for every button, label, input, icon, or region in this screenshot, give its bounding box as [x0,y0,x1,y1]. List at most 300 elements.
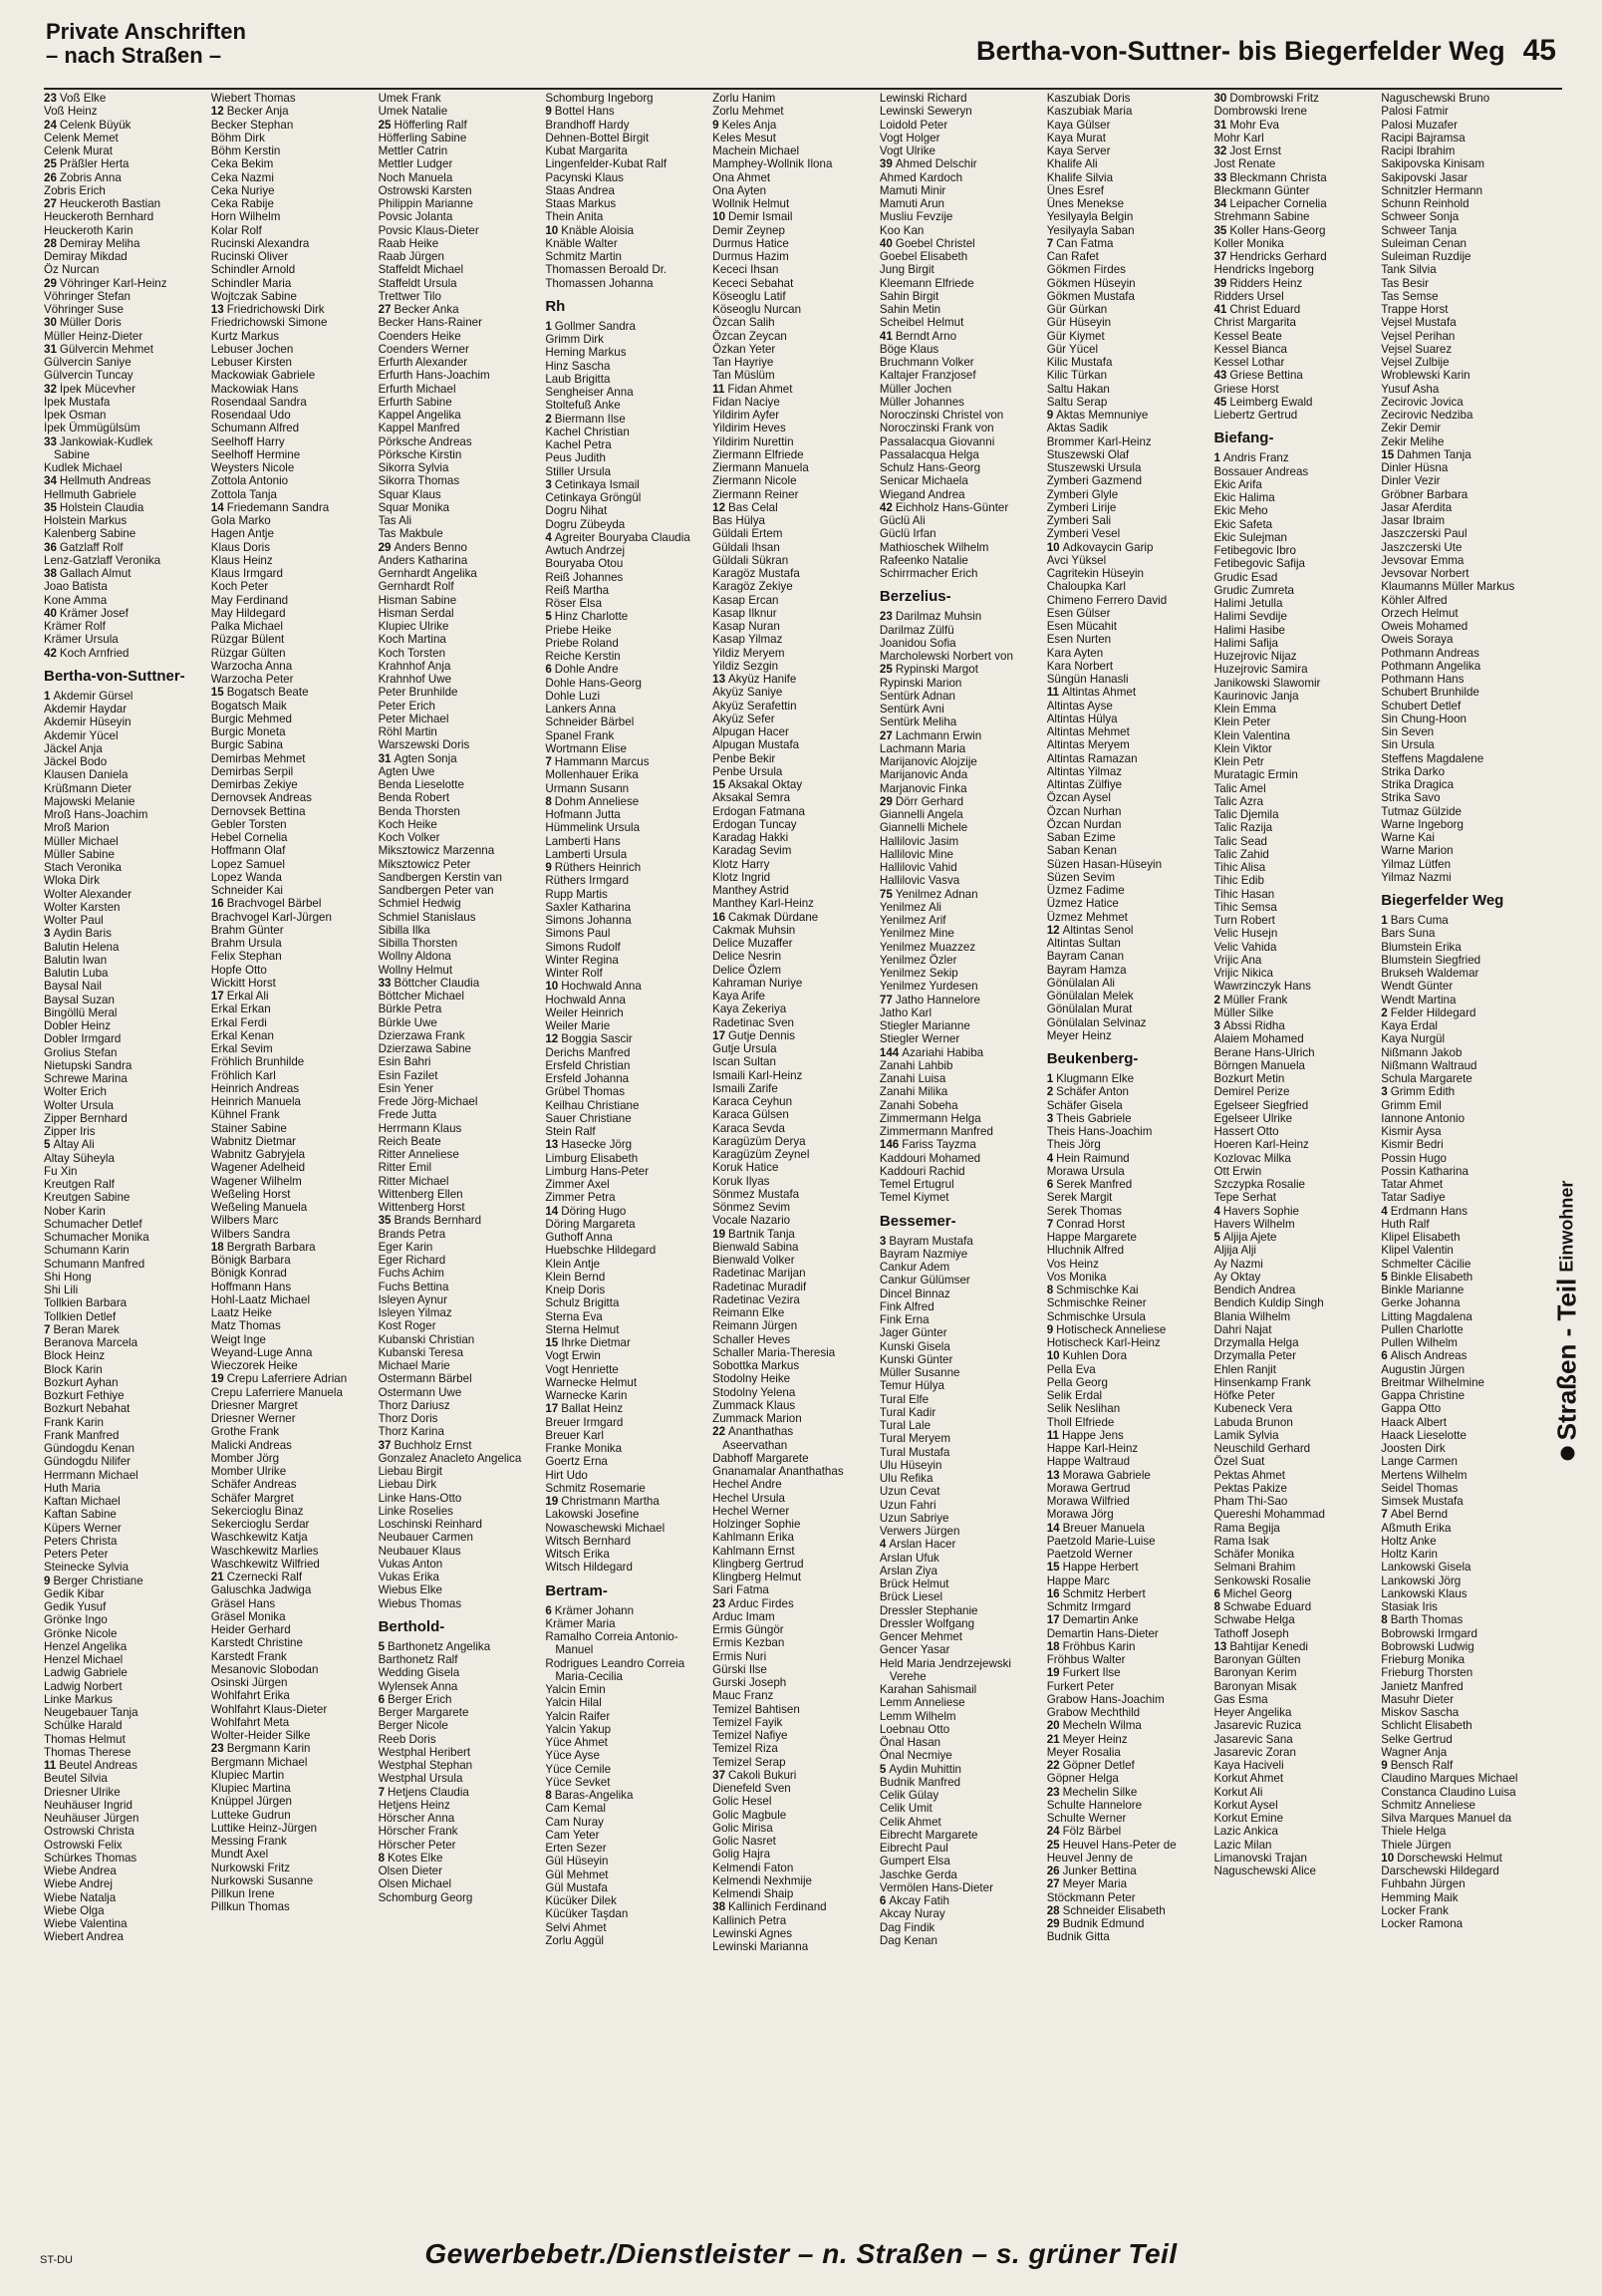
directory-entry: Rypinski Marion [879,676,962,690]
resident-name: Schäfer Anton [1056,1085,1129,1099]
directory-entry [545,795,702,808]
directory-entry [1047,1786,1204,1799]
resident-name: Döring Hugo [561,1204,627,1218]
directory-entry: Bleckmann Günter [1213,183,1310,197]
directory-entry: Schulte Werner [1046,1812,1127,1825]
directory-entry: Quereshi Mohammad [1213,1508,1325,1522]
directory-entry: Urmann Susann [545,781,630,795]
directory-entry: Fink Alfred [879,1299,934,1313]
directory-entry: Kaya Erdal [1381,1019,1438,1032]
directory-entry: Celenk Murat [44,144,113,157]
directory-entry [545,1032,702,1045]
directory-entry: Zobris Erich [44,183,106,197]
resident-name: Höfferling Ralf [394,118,467,132]
directory-entry: Blumstein Siegfried [1381,953,1481,967]
directory-entry: Baysal Suzan [44,993,115,1006]
directory-entry: Gedik Yusuf [44,1600,107,1613]
resident-name: Fidan Ahmet [727,382,793,396]
directory-entry: Selik Erdal [1046,1389,1103,1402]
directory-entry: Krüßmann Dieter [44,781,133,795]
directory-entry [712,911,870,924]
directory-entry: Wagener Wilhelm [210,1174,302,1188]
directory-entry: Yildiz Meryem [712,646,785,660]
directory-entry: Gerke Johanna [1381,1296,1461,1310]
directory-entry [880,1235,1037,1248]
house-number: 13 [1046,1468,1060,1482]
directory-entry: Sahin Metin [879,303,941,316]
resident-name: Hein Raimund [1056,1151,1130,1165]
house-number: 14 [545,1204,559,1218]
directory-entry: Grönke Nicole [44,1626,118,1640]
directory-entry: Neuschild Gerhard [1213,1442,1311,1455]
directory-entry: Schulz Brigitta [545,1296,620,1310]
directory-entry: Sengheiser Anna [545,386,634,399]
directory-entry: Gür Gürkan [1046,303,1108,316]
directory-entry: Happe Marc [1046,1574,1110,1587]
directory-entry: Koch Volker [378,831,440,844]
directory-entry: Gappa Christine [1381,1389,1466,1402]
directory-entry: Bas Hülya [712,514,765,527]
directory-entry-continuation: Aseervathan [722,1438,788,1452]
resident-name: Michel Georg [1222,1586,1292,1600]
directory-entry: Kahraman Nuriye [712,976,803,990]
directory-entry: Gola Marko [210,514,271,527]
resident-name: Mohr Eva [1229,118,1279,132]
directory-entry: Hotischeck Karl-Heinz [1046,1336,1161,1349]
directory-entry: Dahri Najat [1213,1322,1272,1336]
street-heading: Berthold- [378,1617,445,1635]
house-number: 20 [1046,1719,1060,1733]
directory-entry [1047,1349,1204,1362]
directory-entry: Kaftan Sabine [44,1508,117,1522]
directory-entry: Wolter Ursula [44,1098,115,1112]
directory-entry: Staas Markus [545,197,617,210]
directory-entry: Zipper Iris [44,1125,96,1138]
directory-entry: Bayram Nazmiye [879,1247,968,1261]
directory-entry: Wagener Adelheid [210,1161,306,1175]
directory-entry: Philippin Marianne [378,197,473,210]
directory-entry: Göpner Helga [1046,1772,1119,1786]
directory-entry: Rüzgar Bülent [210,633,285,647]
resident-name: Zobris Anna [59,170,122,184]
resident-name: Ballat Heinz [561,1402,624,1416]
directory-entry: Tepe Serhat [1213,1191,1276,1205]
directory-entry [1381,1508,1538,1521]
directory-entry: Stasiak Iris [1381,1600,1438,1613]
resident-name: Müller Frank [1222,993,1288,1006]
directory-entry [1047,1112,1204,1125]
directory-entry: Ziermann Nicole [712,474,797,488]
directory-entry: Ziermann Elfriede [712,447,804,461]
directory-entry: Aksakal Semra [712,791,791,805]
resident-name: Andris Franz [1222,451,1289,465]
directory-entry: Ceka Nazmi [210,170,274,184]
directory-entry [880,1046,1037,1059]
directory-entry: Mauc Franz [712,1689,774,1703]
directory-entry [44,171,201,184]
directory-columns [44,92,1538,2220]
directory-entry: Theis Hans-Joachim [1046,1125,1153,1138]
directory-entry: Friedrichowski Simone [210,316,328,330]
resident-name: Krämer Johann [554,1603,635,1617]
directory-entry: Wiebus Elke [378,1583,442,1597]
resident-name: Fröhbus Karin [1062,1639,1136,1653]
directory-entry: Theis Jörg [1046,1138,1101,1152]
directory-entry: Klaumanns Müller Markus [1381,580,1515,594]
directory-entry: Naguschewski Bruno [1381,92,1490,105]
directory-entry: Pullen Wilhelm [1381,1336,1458,1349]
directory-entry: Steffens Magdalene [1381,751,1484,765]
directory-entry: Reich Beate [378,1134,441,1148]
directory-entry: Ladwig Norbert [44,1679,123,1693]
directory-entry: Vukas Erika [378,1571,439,1583]
directory-entry: Karaca Sevda [712,1121,785,1135]
directory-entry: Kasap Ilknur [712,606,777,620]
directory-entry [712,1597,870,1610]
directory-entry [712,778,870,791]
resident-name: Cetinkaya Ismail [554,477,640,491]
directory-entry: Üzmez Hatice [1046,897,1119,911]
directory-entry: Erfurth Hans-Joachim [378,369,490,383]
directory-entry [1213,994,1371,1006]
directory-entry: Ismaili Karl-Heinz [712,1068,803,1082]
resident-name: Hotischeck Anneliese [1056,1322,1167,1336]
directory-entry: Krämer Ursula [44,633,119,647]
directory-entry: Giannelli Michele [879,821,968,835]
directory-entry [545,105,702,118]
directory-entry: Dzierzawa Sabine [378,1042,472,1055]
directory-entry [379,1640,536,1653]
directory-entry: Zimmer Axel [545,1178,610,1191]
house-number: 31 [44,342,57,356]
directory-entry: Staas Andrea [545,183,615,197]
resident-name: Hellmuth Andreas [59,474,151,488]
directory-entry: Saban Ezime [1046,831,1116,844]
house-number: 11 [1046,686,1059,700]
house-number: 29 [879,794,893,808]
directory-entry: Gökmen Mustafa [1046,289,1135,303]
directory-entry: Halimi Safija [1213,636,1278,650]
directory-entry: Röser Elsa [545,597,603,610]
directory-entry: Gebler Torsten [210,817,287,831]
directory-entry: Thomassen Beroald Dr. [545,263,668,277]
directory-entry: Limburg Hans-Peter [545,1164,650,1178]
directory-entry: Iscan Sultan [712,1055,776,1069]
directory-entry: Shi Hong [44,1270,92,1284]
directory-entry: Grübel Thomas [545,1085,626,1099]
house-number: 9 [545,861,552,874]
directory-entry: Wohlfahrt Meta [210,1715,290,1729]
directory-entry: Wohlfahrt Erika [210,1689,290,1703]
directory-entry [211,1241,369,1254]
directory-entry [44,1323,201,1336]
directory-entry: Thiele Helga [1381,1825,1447,1839]
resident-name: Hinz Charlotte [554,610,629,624]
directory-entry: Zottola Antonio [210,474,289,488]
resident-name: Beutel Andreas [59,1759,137,1772]
house-number: 27 [378,303,392,316]
directory-entry: Cam Nuray [545,1815,604,1829]
directory-entry [545,1604,702,1617]
directory-entry: Kunski Günter [879,1352,953,1366]
directory-entry: Ay Oktay [1213,1270,1261,1284]
directory-entry: Janietz Manfred [1381,1679,1464,1693]
directory-entry: Schmiel Hedwig [378,897,461,911]
directory-entry: Saban Kenan [1046,844,1117,858]
directory-entry [880,1138,1037,1151]
directory-entry: Ekic Arifa [1213,477,1262,491]
directory-entry: Bendich Andrea [1213,1284,1296,1296]
directory-entry: Darilmaz Zülfü [879,623,954,637]
directory-entry: Küpers Werner [44,1521,122,1535]
directory-entry: Cankur Gülümser [879,1274,970,1288]
directory-entry: Esin Fazilet [378,1068,438,1082]
directory-entry: Erfurth Michael [378,382,456,396]
directory-entry: Temizel Fayik [712,1715,783,1729]
directory-entry: Höfke Peter [1213,1389,1275,1402]
house-number: 35 [44,500,57,514]
directory-entry [44,119,201,132]
directory-entry: Yildirim Nurettin [712,434,794,448]
directory-entry: Klaus Heinz [210,553,273,567]
directory-entry: Povsic Klaus-Dieter [378,223,479,237]
directory-entry: Wojtczak Sabine [210,289,297,303]
directory-entry [1213,250,1371,263]
directory-entry: Holtz Karin [1381,1548,1438,1561]
house-number: 35 [378,1214,392,1228]
directory-entry: Koruk Ilyas [712,1174,770,1188]
directory-entry: Wiebert Andrea [44,1930,124,1944]
house-number: 7 [44,1322,51,1336]
directory-entry: Dernovsek Bettina [210,804,306,818]
house-number: 8 [378,1851,386,1865]
directory-entry: Sentürk Adnan [879,689,955,703]
directory-entry: Wabnitz Dietmar [210,1134,297,1148]
directory-entry: Driesner Ulrike [44,1785,121,1799]
directory-entry: Tatar Sadiye [1381,1191,1446,1205]
directory-entry: Radetinac Sven [712,1015,794,1029]
house-number: 2 [1381,1005,1388,1019]
directory-entry [44,647,201,660]
resident-name: Gülvercin Mehmet [59,342,153,356]
directory-entry: Klotz Harry [712,857,770,871]
directory-entry: Witsch Hildegard [545,1561,633,1575]
directory-entry: Bogatsch Maik [210,699,287,713]
directory-entry: Cankur Adem [879,1261,950,1274]
directory-column [1047,92,1204,2220]
directory-entry: Benda Robert [378,791,450,805]
directory-entry: Hallilovic Vahid [879,861,957,874]
directory-entry: Sterna Helmut [545,1322,620,1336]
directory-entry [44,567,201,580]
house-number: 12 [712,500,726,514]
directory-entry: Stodolny Heike [712,1372,791,1386]
house-number: 39 [879,157,893,171]
directory-entry: Altintas Sultan [1046,937,1121,950]
directory-entry: Karstedt Frank [210,1649,287,1663]
directory-entry [44,92,201,105]
directory-entry: Altintas Ayse [1046,699,1113,713]
directory-entry: Akcay Nuray [879,1907,945,1921]
house-number: 23 [712,1596,726,1610]
directory-entry: Hluchnik Alfred [1046,1244,1125,1258]
directory-entry: Wiegand Andrea [879,487,965,501]
directory-entry: Miksztowicz Marzenna [378,844,495,858]
directory-entry: Weiler Heinrich [545,1005,624,1019]
directory-entry: Vrijic Nikica [1213,967,1273,980]
house-number: 6 [1046,1178,1054,1191]
house-number: 34 [44,474,57,488]
directory-entry: Ladwig Gabriele [44,1666,128,1680]
house-number: 17 [545,1402,559,1416]
directory-entry: Jasarevic Zoran [1213,1745,1296,1759]
directory-entry: Kost Roger [378,1319,436,1333]
directory-entry: Naguschewski Alice [1213,1865,1316,1877]
directory-column [211,92,369,2220]
directory-entry [211,105,369,118]
directory-entry: İpek Osman [44,409,107,422]
street-heading: Bessemer- [879,1212,956,1230]
directory-entry: Baysal Nail [44,980,102,994]
directory-entry: Mettler Catrin [378,144,448,157]
directory-entry [44,474,201,487]
directory-entry: Nowaschewski Michael [545,1521,666,1535]
directory-entry: Altintas Hülya [1046,712,1118,725]
house-number: 9 [712,118,719,132]
house-number: 3 [545,477,552,491]
directory-entry: Masuhr Dieter [1381,1692,1455,1706]
directory-entry [1047,1613,1204,1626]
directory-entry: Fröhbus Walter [1046,1653,1126,1666]
directory-entry: Akyüz Sefer [712,712,775,725]
directory-entry: Klein Bernd [545,1270,606,1284]
directory-entry: Kudlek Michael [44,461,123,474]
directory-entry [1381,1271,1538,1284]
directory-entry: Klaus Irmgard [210,567,283,580]
directory-entry: Galuschka Jadwiga [210,1583,312,1597]
resident-name: Jost Ernst [1229,144,1281,157]
directory-entry: Kone Amma [44,593,108,607]
directory-entry: Tihic Edib [1213,874,1264,888]
directory-entry: Raab Jürgen [378,250,444,263]
directory-entry: Stiegler Werner [879,1032,960,1046]
directory-entry: Fröhlich Brunhilde [210,1055,305,1069]
resident-name: Baras-Angelika [554,1789,634,1802]
directory-entry: Michael Marie [378,1359,450,1372]
directory-entry: Altay Süheyla [44,1151,115,1165]
resident-name: Ananthathas [728,1425,794,1439]
directory-entry: Hellmuth Gabriele [44,487,136,501]
house-number: 23 [210,1742,224,1756]
directory-entry: Zummack Marion [712,1412,802,1425]
directory-entry: Wabnitz Gabryjela [210,1148,306,1161]
directory-entry [880,1538,1037,1551]
directory-entry: Dohle Luzi [545,689,601,703]
directory-entry: Koo Kan [879,223,925,237]
directory-entry: Tatar Ahmet [1381,1178,1444,1191]
directory-entry: Kühnel Frank [210,1108,280,1122]
directory-entry: Majowski Melanie [44,794,135,808]
directory-entry: Altintas Mehmet [1046,725,1130,738]
directory-entry: Delice Nesrin [712,950,782,964]
house-number: 40 [44,606,57,620]
resident-name: Arslan Hacer [889,1538,956,1552]
directory-entry: Isleyen Yilmaz [378,1306,452,1319]
directory-entry: Holtz Anke [1381,1534,1437,1548]
directory-entry: Tihic Semsa [1213,900,1277,914]
directory-entry: Heyer Angelika [1213,1706,1292,1719]
directory-entry [1047,1640,1204,1653]
directory-entry: Gönülalan Selvinaz [1046,1015,1147,1029]
directory-entry: Kessel Beate [1213,329,1282,343]
directory-entry: Vos Heinz [1046,1257,1099,1271]
house-number: 1 [1381,914,1388,927]
directory-entry: Gül Mustafa [545,1880,608,1894]
directory-entry: Burgic Mehmed [210,712,292,725]
directory-entry: Thorz Doris [378,1412,438,1425]
house-number: 14 [1046,1521,1060,1535]
directory-entry: Huzejrovic Samira [1213,663,1308,677]
directory-entry: Sönmez Sevim [712,1201,791,1214]
directory-entry: Sandbergen Peter van [378,884,494,897]
directory-entry [379,303,536,316]
directory-entry: Kaya Nurgül [1381,1032,1446,1046]
directory-entry: Heming Markus [545,346,627,360]
directory-entry: Güclü Irfan [879,527,936,541]
directory-entry: Kleemann Elfriede [879,276,974,290]
directory-entry: Lutteke Gudrun [210,1808,291,1822]
directory-entry: Velic Husejn [1213,927,1278,941]
directory-entry: Drzymalla Peter [1213,1349,1296,1363]
house-number: 15 [712,778,726,791]
directory-entry: Fink Erna [879,1313,930,1326]
resident-name: Berger Christiane [53,1574,143,1587]
directory-column [1381,92,1538,2220]
directory-entry: Grimm Dirk [545,333,604,346]
directory-entry: Vermölen Hans-Dieter [879,1880,993,1894]
directory-entry: Güldali Ihsan [712,540,780,554]
directory-entry: Wloka Dirk [44,874,101,888]
directory-entry: Keles Mesut [712,131,776,144]
directory-entry: Schmischke Ursula [1046,1309,1146,1323]
directory-entry [1381,1852,1538,1865]
resident-name: Leipacher Cornelia [1229,197,1327,210]
house-number: 25 [378,118,392,132]
resident-name: Göpner Detlef [1062,1759,1135,1772]
directory-entry [880,795,1037,808]
directory-entry: Ermis Nuri [712,1649,767,1663]
directory-entry: Heuckeroth Bernhard [44,210,154,224]
directory-entry: Pothmann Hans [1381,673,1465,686]
directory-entry: Ersfeld Johanna [545,1072,630,1085]
page-number: 45 [1522,34,1556,67]
directory-entry [1381,914,1538,927]
house-number: 15 [545,1336,559,1349]
directory-entry [379,1214,536,1227]
directory-entry: Gernhardt Rolf [378,580,454,594]
directory-entry: Selmani Brahim [1213,1561,1296,1575]
directory-entry [44,501,201,514]
directory-entry: Halimi Sevdije [1213,610,1287,624]
house-number: 5 [1213,1231,1220,1244]
directory-entry: Schubert Detlef [1381,699,1462,713]
directory-entry: Marcholewski Norbert von [879,650,1013,663]
directory-entry [44,541,201,554]
directory-entry: Schmischke Reiner [1046,1296,1147,1310]
directory-entry [1381,1759,1538,1772]
directory-entry: Tas Makbule [378,527,443,541]
directory-entry: Meyer Heinz [1046,1028,1112,1042]
